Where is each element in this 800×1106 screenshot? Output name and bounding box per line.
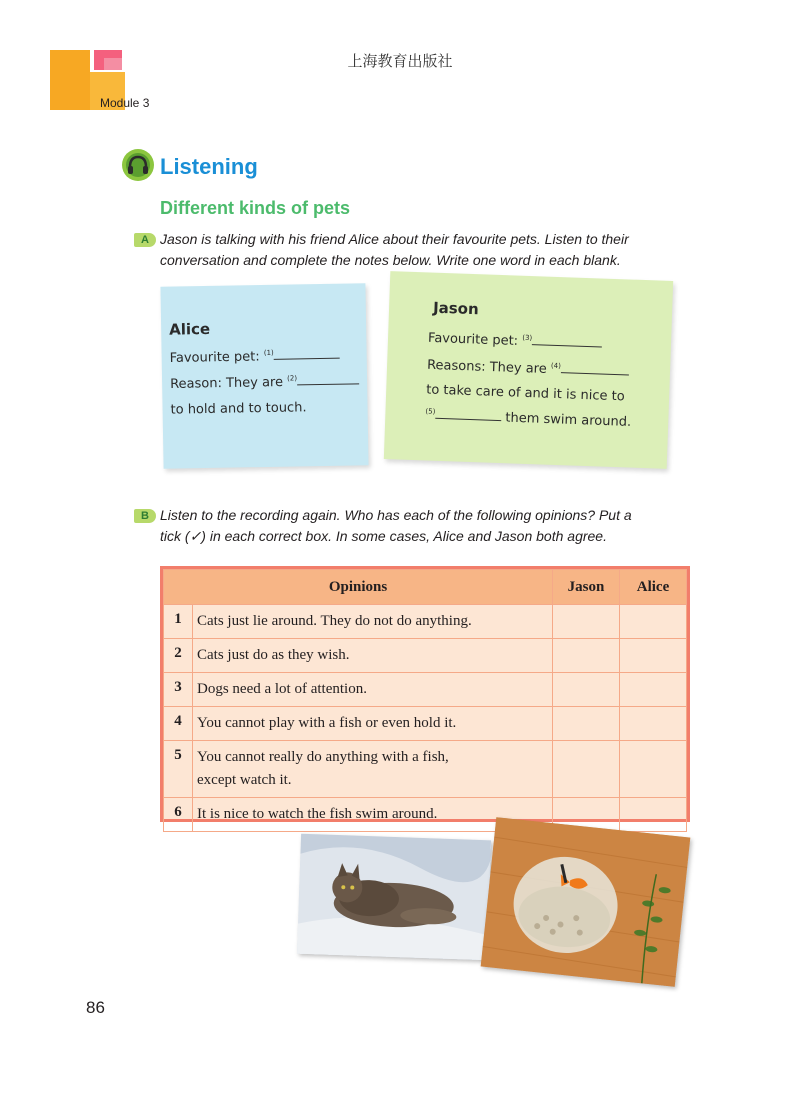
header-jason: Jason [553, 570, 620, 605]
jason-reasons-cont: to take care of and it is nice to [425, 382, 625, 405]
alice-tick-box[interactable] [620, 707, 687, 741]
alice-note-name: Alice [169, 319, 211, 339]
alice-favourite-pet-label: Favourite pet: [169, 349, 260, 366]
row-number: 1 [164, 605, 193, 639]
jason-tick-box[interactable] [553, 639, 620, 673]
alice-reason [170, 373, 359, 392]
table-row [164, 673, 687, 707]
jason-tick-box[interactable] [553, 707, 620, 741]
alice-tick-box[interactable] [620, 605, 687, 639]
blank-number-4: (4) [550, 361, 562, 371]
opinion-text: You cannot play with a fish or even hold it. [193, 707, 553, 741]
jason-reasons-end [425, 407, 631, 430]
row-number: 4 [164, 707, 193, 741]
opinion-text: Cats just lie around. They do not do anything. [193, 605, 553, 639]
jason-note-name: Jason [432, 298, 480, 319]
blank-number-1: (1) [263, 348, 274, 358]
table-header-row [164, 570, 687, 605]
jason-favourite-pet-label: Favourite pet: [427, 330, 519, 349]
blank-number-3: (3) [522, 333, 533, 343]
alice-tick-box[interactable] [620, 639, 687, 673]
jason-tick-box[interactable] [553, 673, 620, 707]
part-b-instruction-line2: tick (✓) in each correct box. In some cases, Alice and Jason both agree. [160, 528, 607, 544]
opinion-text [193, 741, 553, 798]
opinions-table [160, 566, 690, 822]
opinion-text: Cats just do as they wish. [193, 639, 553, 673]
part-b-tag: B [134, 509, 156, 523]
blank-3[interactable] [532, 334, 602, 347]
jason-note [384, 271, 673, 469]
opinion-text-line2: except watch it. [197, 772, 292, 788]
header-opinions: Opinions [164, 570, 553, 605]
alice-tick-box[interactable] [620, 741, 687, 798]
alice-tick-box[interactable] [620, 798, 687, 832]
jason-reasons [427, 357, 629, 379]
cat-photo [297, 834, 491, 961]
jason-tick-box[interactable] [553, 605, 620, 639]
publisher-name: 上海教育出版社 [347, 52, 453, 70]
part-b-instruction [160, 505, 680, 547]
opinion-text: It is nice to watch the fish swim around. [193, 798, 553, 832]
row-number: 6 [164, 798, 193, 832]
alice-tick-box[interactable] [620, 673, 687, 707]
blank-number-2: (2) [287, 374, 298, 383]
page-number: 86 [86, 998, 105, 1017]
blank-5[interactable] [435, 408, 501, 421]
table-row [164, 741, 687, 798]
alice-reason-label: Reason: They are [170, 375, 284, 392]
part-b-instruction-line1: Listen to the recording again. Who has each of the following opinions? Put a [160, 507, 632, 523]
blank-1[interactable] [274, 348, 340, 360]
blank-number-5: (5) [425, 407, 436, 416]
part-a-instruction-line2: conversation and complete the notes below. Write one word in each blank. [160, 252, 621, 268]
table-row [164, 798, 687, 832]
table-row [164, 605, 687, 639]
alice-favourite-pet [170, 348, 340, 366]
jason-tick-box[interactable] [553, 741, 620, 798]
headphones-icon [121, 148, 155, 182]
goldfish-bowl-photo [481, 817, 691, 987]
section-title: Listening [160, 154, 258, 179]
module-label: Module 3 [100, 96, 150, 110]
table-row [164, 639, 687, 673]
section-subtitle: Different kinds of pets [160, 198, 351, 218]
part-a-tag: A [134, 233, 156, 247]
alice-reason-cont: to hold and to touch. [170, 400, 307, 418]
table-row [164, 707, 687, 741]
blank-2[interactable] [297, 374, 359, 386]
part-a-instruction-line1: Jason is talking with his friend Alice about their favourite pets. Listen to their [160, 231, 629, 247]
jason-reasons-end-text: them swim around. [505, 410, 632, 430]
jason-reasons-label: Reasons: They are [426, 357, 547, 377]
goldfish-illustration [481, 817, 691, 987]
row-number: 3 [164, 673, 193, 707]
opinion-text-line1: You cannot really do anything with a fish, [197, 749, 449, 765]
part-a-instruction [160, 229, 680, 271]
alice-note [160, 283, 368, 469]
opinion-text: Dogs need a lot of attention. [193, 673, 553, 707]
cat-illustration [297, 834, 491, 961]
blank-4[interactable] [561, 362, 629, 375]
jason-favourite-pet [428, 330, 603, 351]
row-number: 5 [164, 741, 193, 798]
row-number: 2 [164, 639, 193, 673]
header-alice: Alice [620, 570, 687, 605]
